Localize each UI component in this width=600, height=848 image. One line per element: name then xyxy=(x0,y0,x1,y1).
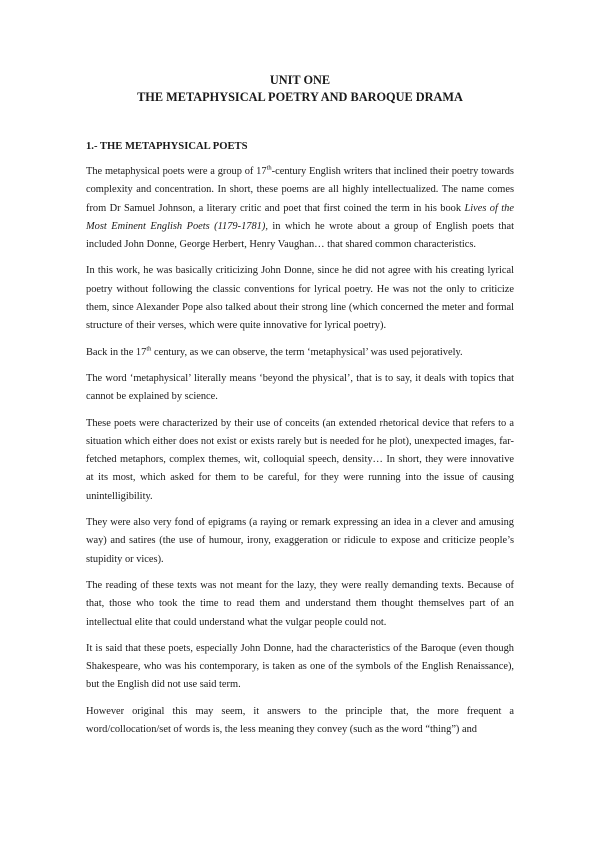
paragraph-7: The reading of these texts was not meant for the lazy, they were really demanding texts. Because of that, those who took the time to read them and understand them thought themselves part of an intellectual elite that could understand what the vulgar people could not. xyxy=(86,579,514,628)
paragraph-2: In this work, he was basically criticizing John Donne, since he did not agree with his creating lyrical poetry without following the classic conventions for lyrical poetry. He was not the only to criticize them, since Alexander Pope also talked about their strong line (which concerned the meter and formal structure of their verses, which were quite innovative for lyrical poetry). xyxy=(86,265,514,332)
paragraph-9: However original this may seem, it answers to the principle that, the more frequent a word/collocation/set of words is, the less meaning they convey (such as the word “thing”) and xyxy=(86,705,514,736)
paragraph-4: The word ‘metaphysical’ literally means ‘beyond the physical’, that is to say, it deals with topics that cannot be explained by science. xyxy=(86,372,514,403)
section-heading: 1.- THE METAPHYSICAL POETS xyxy=(86,141,248,152)
paragraph-5: These poets were characterized by their use of conceits (an extended rhetorical device that refers to a situation which either does not exist or exists rarely but is needed for he plot), unexpected images, far-fetched metaphors, complex themes, wit, colloquial speech, density… In short, they were innovative at its most, which asked for them to be careful, for they were running into the issue of causing unintelligibility. xyxy=(86,417,514,502)
unit-subtitle: THE METAPHYSICAL POETRY AND BAROQUE DRAMA xyxy=(137,90,463,104)
paragraph-6: They were also very fond of epigrams (a raying or remark expressing an idea in a clever and amusing way) and satires (the use of humour, irony, exaggeration or ridicule to expose and criticize people’s stupidity or vices). xyxy=(86,517,514,565)
book-title: Lives of the Most Eminent English Poets (1179-1781), xyxy=(86,202,514,232)
document-page xyxy=(86,72,514,747)
unit-title: UNIT ONE xyxy=(269,73,331,87)
paragraph-1: The metaphysical poets were a group of 17th-century English writers that inclined their poetry towards complexity and concentration. In short, these poems are all highly intellectualized. The name comes from Dr Samuel Johnson, a literary critic and poet that first coined the term in his book Lives of the Most Eminent English Poets (1179-1781), in which he wrote about a group of English poets that included John Donne, George Herbert, Henry Vaughan… that shared common characteristics. xyxy=(86,164,515,251)
paragraph-8: It is said that these poets, especially John Donne, had the characteristics of the Baroque (even though Shakespeare, who was his contemporary, is taken as one of the symbols of the English Renaissance), but the English did not use said term. xyxy=(86,642,514,691)
paragraph-3: Back in the 17th century, as we can observe, the term ‘metaphysical’ was used pejoratively. xyxy=(86,345,463,358)
